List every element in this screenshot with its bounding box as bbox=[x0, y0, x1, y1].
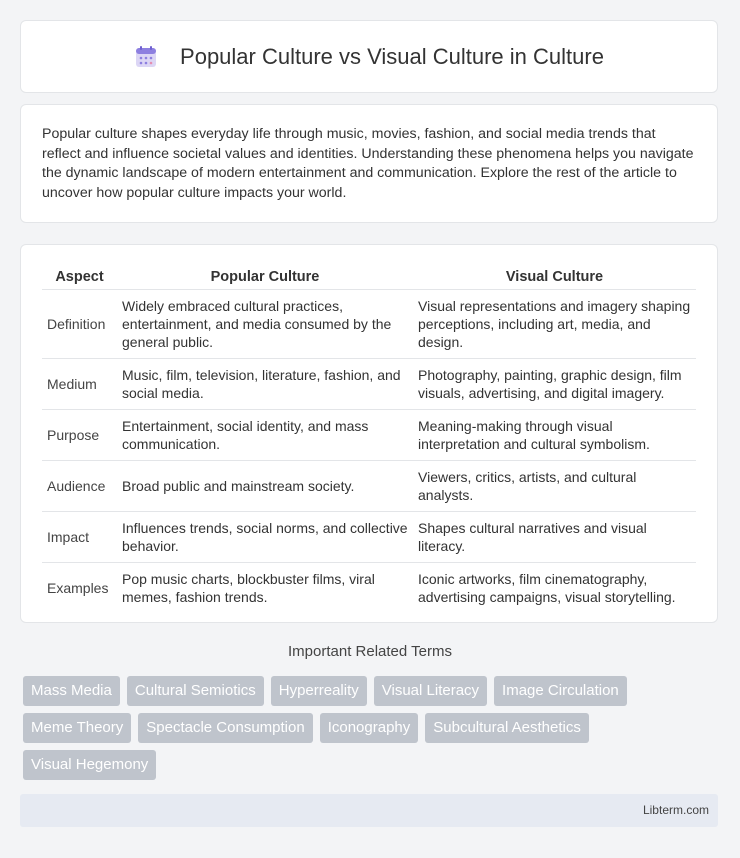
tag-spectacle-consumption[interactable]: Spectacle Consumption bbox=[138, 713, 312, 743]
table-row bbox=[42, 359, 696, 410]
calendar-icon bbox=[134, 45, 158, 69]
page-title-text: Popular Culture vs Visual Culture in Culture bbox=[180, 43, 604, 69]
aspect-cell: Examples bbox=[47, 580, 109, 596]
visual-cell: Visual representations and imagery shaping perceptions, including art, media, and design. bbox=[413, 290, 696, 359]
visual-cell: Shapes cultural narratives and visual literacy. bbox=[413, 512, 696, 563]
related-terms-title: Important Related Terms bbox=[288, 643, 452, 660]
tag-iconography[interactable]: Iconography bbox=[320, 713, 419, 743]
visual-cell: Photography, painting, graphic design, film visuals, advertising, and digital imagery. bbox=[413, 359, 696, 410]
page-title bbox=[134, 44, 604, 70]
popular-cell: Influences trends, social norms, and collective behavior. bbox=[117, 512, 413, 563]
popular-cell: Widely embraced cultural practices, entertainment, and media consumed by the general public. bbox=[117, 290, 413, 359]
tag-subcultural-aesthetics[interactable]: Subcultural Aesthetics bbox=[425, 713, 589, 743]
intro-card bbox=[20, 104, 718, 223]
tag-meme-theory[interactable]: Meme Theory bbox=[23, 713, 131, 743]
tag-mass-media[interactable]: Mass Media bbox=[23, 676, 120, 706]
tag-visual-hegemony[interactable]: Visual Hegemony bbox=[23, 750, 156, 780]
table-header-row bbox=[42, 265, 696, 290]
table-row bbox=[42, 410, 696, 461]
title-card bbox=[20, 20, 718, 93]
comparison-table bbox=[42, 265, 696, 613]
header-popular-culture: Popular Culture bbox=[117, 265, 413, 290]
table-row bbox=[42, 461, 696, 512]
comparison-card bbox=[20, 244, 718, 623]
footer-site-link[interactable]: Libterm.com bbox=[642, 803, 709, 817]
aspect-cell: Medium bbox=[42, 359, 117, 410]
aspect-cell: Impact bbox=[42, 512, 117, 563]
aspect-cell: Purpose bbox=[42, 410, 117, 461]
footer bbox=[20, 794, 718, 827]
table-row bbox=[42, 290, 696, 359]
visual-cell: Iconic artworks, film cinematography, advertising campaigns, visual storytelling. bbox=[418, 571, 676, 605]
visual-cell: Meaning-making through visual interpretation and cultural symbolism. bbox=[413, 410, 696, 461]
popular-cell: Music, film, television, literature, fashion, and social media. bbox=[117, 359, 413, 410]
header-visual-culture: Visual Culture bbox=[413, 265, 696, 290]
popular-cell: Broad public and mainstream society. bbox=[117, 461, 413, 512]
tag-hyperreality[interactable]: Hyperreality bbox=[271, 676, 367, 706]
table-row bbox=[42, 512, 696, 563]
visual-cell: Viewers, critics, artists, and cultural analysts. bbox=[413, 461, 696, 512]
tag-image-circulation[interactable]: Image Circulation bbox=[494, 676, 627, 706]
header-aspect: Aspect bbox=[42, 265, 117, 290]
related-terms-list bbox=[23, 676, 713, 780]
table-row bbox=[42, 563, 696, 614]
intro-text: Popular culture shapes everyday life through music, movies, fashion, and social media trends that reflect and influence societal values and identities. Understanding these phenomena helps you navigate the dynamic landscape of modern entertainment and communication. Explore the rest of the article to uncover how popular culture impacts your world. bbox=[42, 126, 694, 201]
aspect-cell: Audience bbox=[42, 461, 117, 512]
tag-visual-literacy[interactable]: Visual Literacy bbox=[374, 676, 487, 706]
popular-cell: Pop music charts, blockbuster films, viral memes, fashion trends. bbox=[122, 571, 375, 605]
tag-cultural-semiotics[interactable]: Cultural Semiotics bbox=[127, 676, 264, 706]
aspect-cell: Definition bbox=[42, 290, 117, 359]
popular-cell: Entertainment, social identity, and mass communication. bbox=[117, 410, 413, 461]
